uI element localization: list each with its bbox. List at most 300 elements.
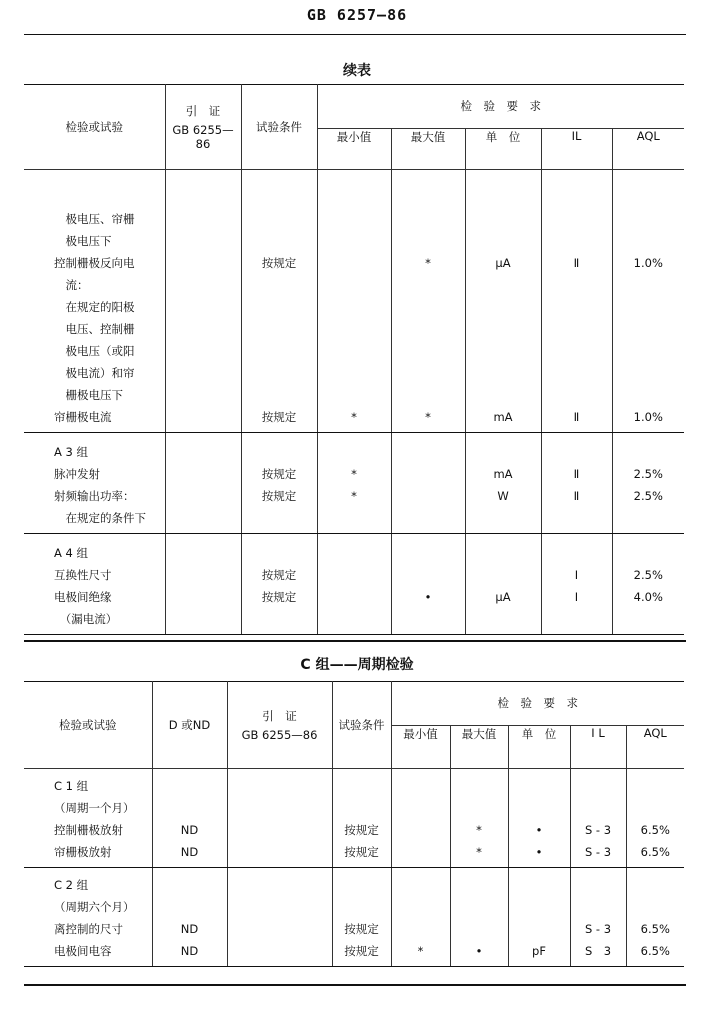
aql-line <box>613 362 685 384</box>
table2-title: C 组——周期检验 <box>300 657 414 673</box>
unit-line: μA <box>495 590 511 604</box>
max-line <box>392 507 465 529</box>
il-line: Ⅰ <box>574 568 579 582</box>
unit-line <box>466 564 541 586</box>
max-line <box>392 318 465 340</box>
min-line <box>318 564 391 586</box>
ref-line <box>228 874 332 896</box>
il-line: S - 3 <box>584 823 612 837</box>
item-line: （周期一个月） <box>54 801 135 815</box>
unit-line <box>466 507 541 529</box>
cell-unit <box>465 534 541 635</box>
ref-line <box>166 441 241 463</box>
min-line <box>392 797 450 819</box>
il-line: Ⅱ <box>573 467 580 481</box>
t1-header-max: 最大值 <box>391 128 465 170</box>
t2-header-dnd: D 或ND <box>152 682 227 769</box>
il-line: S 3 <box>584 944 612 958</box>
cell-il <box>541 433 612 534</box>
cell-ref <box>165 534 241 635</box>
min-line <box>318 274 391 296</box>
cell-cond <box>241 433 317 534</box>
cell-max <box>391 534 465 635</box>
cell-il <box>570 868 626 967</box>
cond-line: 按规定 <box>344 845 379 859</box>
ref-line <box>166 586 241 608</box>
cell-il <box>541 170 612 433</box>
max-line <box>392 608 465 630</box>
max-line <box>392 463 465 485</box>
unit-line: mA <box>493 467 513 481</box>
group-row <box>24 170 684 433</box>
aql-line <box>613 208 685 230</box>
unit-line <box>466 362 541 384</box>
max-line: • <box>475 944 483 958</box>
cond-line <box>242 318 317 340</box>
min-line <box>318 608 391 630</box>
cell-cond <box>332 868 391 967</box>
max-line <box>392 441 465 463</box>
aql-line <box>627 874 685 896</box>
cond-line <box>333 874 391 896</box>
t1-header-ref-line2: GB 6255—86 <box>172 123 234 151</box>
max-line <box>392 340 465 362</box>
cond-line <box>242 384 317 406</box>
aql-line <box>613 507 685 529</box>
aql-line: 6.5% <box>640 922 670 936</box>
cell-max <box>391 433 465 534</box>
cell-dnd <box>152 769 227 868</box>
cell-min <box>317 433 391 534</box>
il-line: Ⅰ <box>574 590 579 604</box>
item-line: （漏电流） <box>54 612 118 626</box>
ref-line <box>166 274 241 296</box>
cell-ref <box>165 170 241 433</box>
t1-header-il: IL <box>541 128 612 170</box>
max-line <box>392 384 465 406</box>
unit-line <box>466 296 541 318</box>
cond-line <box>242 230 317 252</box>
min-line <box>318 362 391 384</box>
il-line: Ⅱ <box>573 256 580 270</box>
cond-line: 按规定 <box>261 467 297 481</box>
unit-line <box>466 274 541 296</box>
item-line: 互换性尺寸 <box>54 568 112 582</box>
unit-line <box>466 340 541 362</box>
t1-header-ref <box>165 85 241 170</box>
ref-line <box>228 797 332 819</box>
item-line: 栅极电压下 <box>54 388 123 402</box>
t1-header-min: 最小值 <box>317 128 391 170</box>
t2-header-min: 最小值 <box>391 725 450 769</box>
t2-header-test: 检验或试验 <box>24 682 152 769</box>
cond-line <box>333 775 391 797</box>
max-line <box>451 918 508 940</box>
min-line: * <box>351 467 357 481</box>
ref-line <box>228 896 332 918</box>
item-line: 极电流）和帘 <box>54 366 135 380</box>
il-line <box>542 318 612 340</box>
aql-line <box>613 274 685 296</box>
unit-line: • <box>535 845 543 859</box>
min-line <box>318 296 391 318</box>
max-line: • <box>424 590 432 604</box>
ref-line <box>166 485 241 507</box>
aql-line <box>613 441 685 463</box>
header-rule <box>24 34 686 35</box>
t2-header-aql: AQL <box>626 725 684 769</box>
t1-header-unit: 单 位 <box>465 128 541 170</box>
max-line: * <box>425 256 431 270</box>
il-line <box>542 542 612 564</box>
unit-line <box>466 186 541 208</box>
max-line: * <box>476 845 482 859</box>
min-line <box>318 441 391 463</box>
dnd-line <box>153 775 227 797</box>
max-line <box>451 797 508 819</box>
table2 <box>24 681 684 967</box>
group-row <box>24 534 684 635</box>
cond-line <box>242 340 317 362</box>
unit-line <box>509 896 570 918</box>
unit-line: W <box>497 489 509 503</box>
il-line <box>542 230 612 252</box>
aql-line <box>613 542 685 564</box>
ref-line <box>166 340 241 362</box>
cell-unit <box>508 769 570 868</box>
aql-line: 1.0% <box>633 256 663 270</box>
cell-il <box>541 534 612 635</box>
cond-line <box>333 896 391 918</box>
cell-aql <box>626 769 684 868</box>
aql-line <box>627 896 685 918</box>
item-line: 极电压、帘栅 <box>54 212 135 226</box>
t2-header-max: 最大值 <box>450 725 508 769</box>
table1 <box>24 84 684 635</box>
cell-unit <box>508 868 570 967</box>
il-line: Ⅱ <box>573 410 580 424</box>
item-line: 在规定的条件下 <box>54 511 146 525</box>
cell-dnd <box>152 868 227 967</box>
cell-cond <box>241 534 317 635</box>
min-line <box>318 252 391 274</box>
il-line: S - 3 <box>584 922 612 936</box>
item-line: A 3 组 <box>54 445 88 459</box>
cell-max <box>450 769 508 868</box>
item-line: 电极间绝缘 <box>54 590 112 604</box>
ref-line <box>166 463 241 485</box>
group-row <box>24 433 684 534</box>
aql-line <box>613 186 685 208</box>
dnd-line: ND <box>180 823 199 837</box>
il-line <box>571 775 626 797</box>
aql-line: 2.5% <box>633 467 663 481</box>
il-line <box>542 208 612 230</box>
il-line <box>542 362 612 384</box>
unit-line <box>466 441 541 463</box>
cell-aql <box>612 433 684 534</box>
cell-min <box>317 170 391 433</box>
item-line: 射频输出功率： <box>54 489 135 503</box>
cell-item <box>24 170 165 433</box>
ref-line <box>166 230 241 252</box>
cell-il <box>570 769 626 868</box>
il-line <box>542 608 612 630</box>
cond-line <box>333 797 391 819</box>
item-line: 在规定的阳极 <box>54 300 135 314</box>
item-line <box>54 186 165 208</box>
min-line <box>392 775 450 797</box>
unit-line: μA <box>495 256 511 270</box>
ref-line <box>166 406 241 428</box>
ref-line <box>166 186 241 208</box>
min-line <box>392 819 450 841</box>
cond-line: 按规定 <box>261 410 297 424</box>
item-line: 极电压下 <box>54 234 112 248</box>
table1-bottom-rule <box>24 640 686 642</box>
ref-line <box>166 296 241 318</box>
unit-line <box>466 318 541 340</box>
cond-line: 按规定 <box>261 489 297 503</box>
cell-aql <box>626 868 684 967</box>
min-line <box>318 507 391 529</box>
cell-unit <box>465 433 541 534</box>
ref-line <box>166 542 241 564</box>
aql-line: 6.5% <box>640 823 670 837</box>
ref-line <box>166 318 241 340</box>
table2-bottom-rule <box>24 984 686 986</box>
max-line <box>392 296 465 318</box>
il-line <box>542 507 612 529</box>
cell-ref <box>227 769 332 868</box>
cond-line <box>242 274 317 296</box>
min-line <box>318 208 391 230</box>
il-line <box>542 274 612 296</box>
dnd-line <box>153 874 227 896</box>
ref-line <box>166 507 241 529</box>
cell-unit <box>465 170 541 433</box>
aql-line <box>627 797 685 819</box>
min-line <box>392 874 450 896</box>
min-line <box>318 318 391 340</box>
cond-line: 按规定 <box>344 823 379 837</box>
cell-ref <box>165 433 241 534</box>
item-line: 电极间电容 <box>54 944 112 958</box>
group-row <box>24 868 684 967</box>
cell-item <box>24 433 165 534</box>
aql-line <box>613 318 685 340</box>
ref-line <box>228 940 332 962</box>
max-line: * <box>425 410 431 424</box>
unit-line <box>466 230 541 252</box>
aql-line: 1.0% <box>633 410 663 424</box>
cond-line <box>242 186 317 208</box>
cell-item <box>24 769 152 868</box>
t2-header-requirements: 检 验 要 求 <box>391 682 684 726</box>
unit-line <box>466 542 541 564</box>
max-line <box>392 564 465 586</box>
il-line <box>542 384 612 406</box>
ref-line <box>166 362 241 384</box>
ref-line <box>228 775 332 797</box>
aql-line <box>627 775 685 797</box>
t1-header-conditions: 试验条件 <box>241 85 317 170</box>
cond-line <box>242 208 317 230</box>
unit-line <box>466 384 541 406</box>
max-line <box>392 542 465 564</box>
cell-min <box>391 769 450 868</box>
min-line <box>318 586 391 608</box>
table1-title: 续表 <box>343 63 371 79</box>
il-line <box>542 186 612 208</box>
item-line: 帘栅极放射 <box>54 845 112 859</box>
dnd-line: ND <box>180 944 199 958</box>
dnd-line <box>153 797 227 819</box>
aql-line <box>613 340 685 362</box>
unit-line: • <box>535 823 543 837</box>
ref-line <box>228 918 332 940</box>
cell-min <box>391 868 450 967</box>
dnd-line: ND <box>180 922 199 936</box>
cond-line <box>242 608 317 630</box>
unit-line: mA <box>493 410 513 424</box>
cond-line: 按规定 <box>261 590 297 604</box>
t1-header-requirements: 检 验 要 求 <box>317 85 684 129</box>
max-line <box>392 362 465 384</box>
min-line: * <box>417 944 424 958</box>
t2-header-conditions: 试验条件 <box>332 682 391 769</box>
il-line: Ⅱ <box>573 489 580 503</box>
unit-line <box>509 797 570 819</box>
item-line: （周期六个月） <box>54 900 135 914</box>
min-line <box>318 340 391 362</box>
aql-line <box>613 230 685 252</box>
item-line: 电压、控制栅 <box>54 322 135 336</box>
min-line <box>318 186 391 208</box>
ref-line <box>228 819 332 841</box>
aql-line: 2.5% <box>633 489 663 503</box>
max-line <box>451 896 508 918</box>
max-line <box>451 775 508 797</box>
unit-line <box>509 918 570 940</box>
item-line: 帘栅极电流 <box>54 410 112 424</box>
il-line <box>571 797 626 819</box>
cond-line <box>242 362 317 384</box>
cond-line <box>242 441 317 463</box>
aql-line: 6.5% <box>640 845 670 859</box>
il-line <box>571 874 626 896</box>
cell-item <box>24 534 165 635</box>
unit-line <box>509 775 570 797</box>
cell-item <box>24 868 152 967</box>
ref-line <box>166 384 241 406</box>
max-line <box>451 874 508 896</box>
aql-line <box>613 608 685 630</box>
max-line <box>392 208 465 230</box>
item-line: 流： <box>54 278 89 292</box>
aql-line <box>613 384 685 406</box>
item-line: 控制栅极反向电 <box>54 256 135 270</box>
cell-max <box>391 170 465 433</box>
t1-header-ref-line1: 引 证 <box>185 104 221 118</box>
item-line: 离控制的尺寸 <box>54 922 123 936</box>
t2-header-unit: 单 位 <box>508 725 570 769</box>
t2-header-ref-line2: GB 6255—86 <box>241 728 318 742</box>
aql-line <box>613 296 685 318</box>
max-line <box>392 230 465 252</box>
min-line <box>392 841 450 863</box>
ref-line <box>228 841 332 863</box>
il-line <box>542 441 612 463</box>
cond-line <box>242 296 317 318</box>
dnd-line: ND <box>180 845 199 859</box>
cell-cond <box>241 170 317 433</box>
il-line <box>571 896 626 918</box>
max-line <box>392 274 465 296</box>
min-line <box>318 542 391 564</box>
cond-line: 按规定 <box>261 256 297 270</box>
cond-line <box>242 507 317 529</box>
max-line <box>392 186 465 208</box>
cell-aql <box>612 534 684 635</box>
cond-line: 按规定 <box>261 568 297 582</box>
il-line <box>542 340 612 362</box>
min-line <box>392 896 450 918</box>
unit-line <box>509 874 570 896</box>
unit-line <box>466 608 541 630</box>
item-line: 脉冲发射 <box>54 467 100 481</box>
cell-max <box>450 868 508 967</box>
cell-ref <box>227 868 332 967</box>
item-line: 控制栅极放射 <box>54 823 123 837</box>
t1-header-test: 检验或试验 <box>24 85 165 170</box>
item-line: C 1 组 <box>54 779 89 793</box>
cell-cond <box>332 769 391 868</box>
unit-line <box>466 208 541 230</box>
cond-line <box>242 542 317 564</box>
cell-aql <box>612 170 684 433</box>
cond-line: 按规定 <box>344 922 379 936</box>
il-line <box>542 296 612 318</box>
t2-header-il: I L <box>570 725 626 769</box>
t1-header-aql: AQL <box>612 128 684 170</box>
aql-line: 4.0% <box>633 590 663 604</box>
ref-line <box>166 564 241 586</box>
max-line: * <box>476 823 482 837</box>
unit-line: pF <box>532 944 546 958</box>
cell-min <box>317 534 391 635</box>
min-line <box>318 384 391 406</box>
min-line <box>318 230 391 252</box>
aql-line: 2.5% <box>633 568 663 582</box>
il-line: S - 3 <box>584 845 612 859</box>
max-line <box>392 485 465 507</box>
aql-line: 6.5% <box>640 944 670 958</box>
min-line: * <box>351 410 357 424</box>
dnd-line <box>153 896 227 918</box>
page-header: GB 6257—86 <box>306 6 408 24</box>
ref-line <box>166 252 241 274</box>
t2-header-ref <box>227 682 332 769</box>
group-row <box>24 769 684 868</box>
cond-line: 按规定 <box>344 944 379 958</box>
item-line: A 4 组 <box>54 546 88 560</box>
ref-line <box>166 608 241 630</box>
ref-line <box>166 208 241 230</box>
item-line: 极电压（或阳 <box>54 344 135 358</box>
item-line: C 2 组 <box>54 878 89 892</box>
min-line: * <box>351 489 357 503</box>
